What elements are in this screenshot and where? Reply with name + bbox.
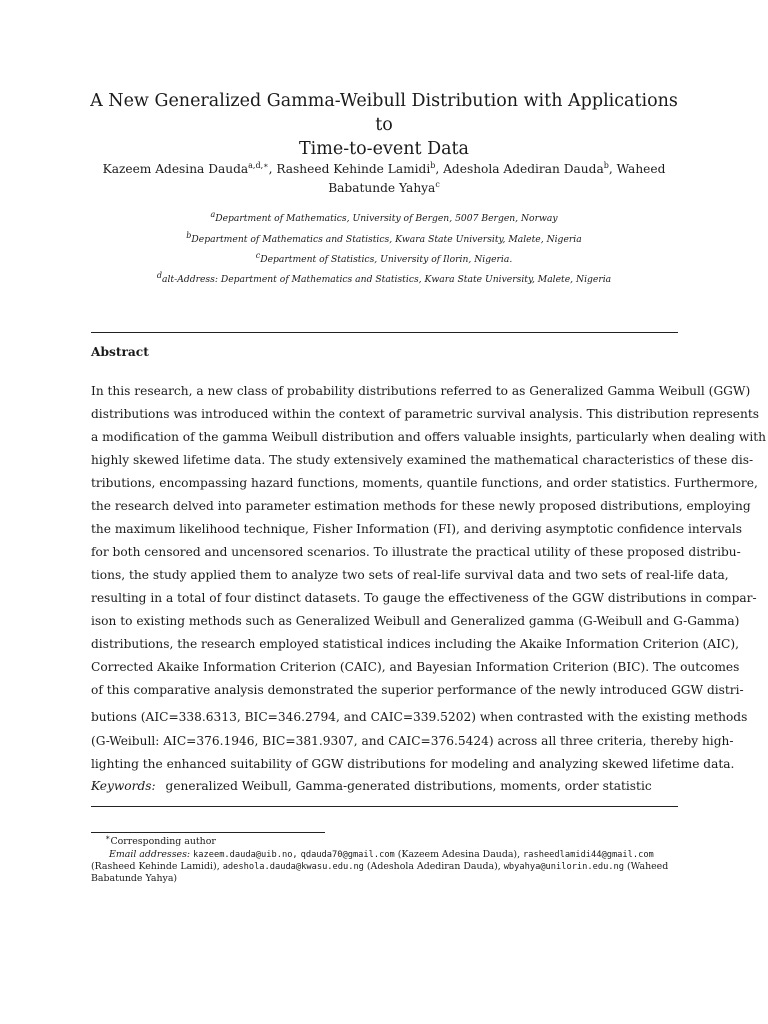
affiliation-mark: a [210,209,216,219]
email-owner: Babatunde Yahya) [91,873,178,884]
abstract-line: In this research, a new class of probability distributions referred to as Generalized Gamma Weibull (GGW) [91,384,751,398]
affiliation-mark: b [186,230,192,240]
keywords-text: generalized Weibull, Gamma-generated distributions, moments, order statistic [165,779,652,793]
affiliation-text: Department of Statistics, University of Ilorin, Nigeria. [260,254,513,265]
abstract-line: lighting the enhanced suitability of GGW distributions for modeling and analyzing skewed lifetime data. [91,757,735,771]
affiliation-mark: c [255,250,261,260]
paper-title-line-1: A New Generalized Gamma-Weibull Distribution with Applications to [90,91,678,135]
footnote-emails-line-1 [91,849,696,861]
email-owner: (Waheed [627,861,669,872]
email-owner: (Kazeem Adesina Dauda), [397,849,521,860]
abstract-line: the research delved into parameter estimation methods for these newly proposed distributions, employing [91,499,751,513]
abstract-line: of this comparative analysis demonstrated the superior performance of the newly introduced GGW distri- [91,683,744,697]
author-name: Adeshola Adediran Dauda [443,162,604,176]
abstract-line: resulting in a total of four distinct datasets. To gauge the effectiveness of the GGW distributions in compar- [91,591,757,605]
author-affiliation-mark: b [430,160,436,170]
keywords [91,779,678,793]
email-label: Email addresses: [109,849,191,860]
abstract-top-rule [91,332,678,333]
email-owner: (Adeshola Adediran Dauda), [366,861,501,872]
footnote-emails-line-2 [91,861,678,873]
footnote-rule [91,832,325,833]
paper-title-line-2: Time-to-event Data [298,139,469,159]
affiliation [90,250,678,266]
footnote-mark: ∗ [105,832,111,842]
abstract-line: for both censored and uncensored scenarios. To illustrate the practical utility of these proposed distribu- [91,545,741,559]
keywords-label: Keywords: [91,779,156,793]
abstract-line: distributions, the research employed statistical indices including the Akaike Information Criterion (AIC), [91,637,739,651]
abstract-line: (G-Weibull: AIC=376.1946, BIC=381.9307, and CAIC=376.5424) across all three criteria, thereby high- [91,734,734,748]
abstract-bottom-rule [91,806,678,807]
affiliation-mark: d [156,270,162,280]
author-list: Kazeem Adesina Dauda$^{a,d,∗}$, Rasheed Kehinde Lamidi$^b$, Adeshola Adediran Dauda$^b$, Waheed Babatunde Yahya$^c$ [102,160,666,195]
author-name: Rasheed Kehinde Lamidi [276,162,431,176]
paper-title [90,89,678,161]
abstract-line: a modification of the gamma Weibull distribution and offers valuable insights, particularly when dealing with [91,430,766,444]
affiliation-text: Department of Mathematics and Statistics, Kwara State University, Malete, Nigeria [191,234,582,245]
abstract-line: ison to existing methods such as Generalized Weibull and Generalized gamma (G-Weibull and G-Gamma) [91,614,740,628]
footnote-corresponding [91,832,692,848]
email-link[interactable]: rasheedlamidi44@gmail.com [523,850,654,860]
author-affiliation-mark: a,d,∗ [248,160,269,170]
email-link[interactable]: wbyahya@unilorin.edu.ng [503,862,625,872]
author-name: Kazeem Adesina Dauda [102,162,249,176]
affiliation [90,270,678,286]
affiliation [90,209,678,225]
email-link[interactable]: adeshola.dauda@kwasu.edu.ng [222,862,364,872]
abstract-line: Corrected Akaike Information Criterion (CAIC), and Bayesian Information Criterion (BIC). The outcomes [91,660,740,674]
abstract-heading: Abstract [91,345,149,359]
abstract-line: the maximum likelihood technique, Fisher Information (FI), and deriving asymptotic confidence intervals [91,522,742,536]
email-link[interactable]: kazeem.dauda@uib.no, [193,850,298,860]
author-affiliation-mark: b [603,160,609,170]
affiliation-text: Department of Mathematics, University of Bergen, 5007 Bergen, Norway [215,213,558,224]
email-link[interactable]: qdauda70@gmail.com [300,850,395,860]
footnote-corresponding-text: Corresponding author [110,836,216,847]
abstract-line: butions (AIC=338.6313, BIC=346.2794, and CAIC=339.5202) when contrasted with the existing methods [91,710,748,724]
abstract-line: tions, the study applied them to analyze two sets of real-life survival data and two sets of real-life data, [91,568,729,582]
abstract-line: distributions was introduced within the context of parametric survival analysis. This distribution represents [91,407,759,421]
footnote-emails-line-3 [91,873,678,885]
abstract-line: highly skewed lifetime data. The study extensively examined the mathematical characteristics of these dis- [91,453,754,467]
email-owner: (Rasheed Kehinde Lamidi), [91,861,220,872]
abstract-line: tributions, encompassing hazard functions, moments, quantile functions, and order statistics. Furthermore, [91,476,758,490]
author-name: Waheed Babatunde Yahya [328,162,666,195]
affiliation-text: alt-Address: Department of Mathematics and Statistics, Kwara State University, Malete, Nigeria [161,274,612,285]
author-affiliation-mark: c [435,179,440,189]
affiliation [90,230,678,246]
